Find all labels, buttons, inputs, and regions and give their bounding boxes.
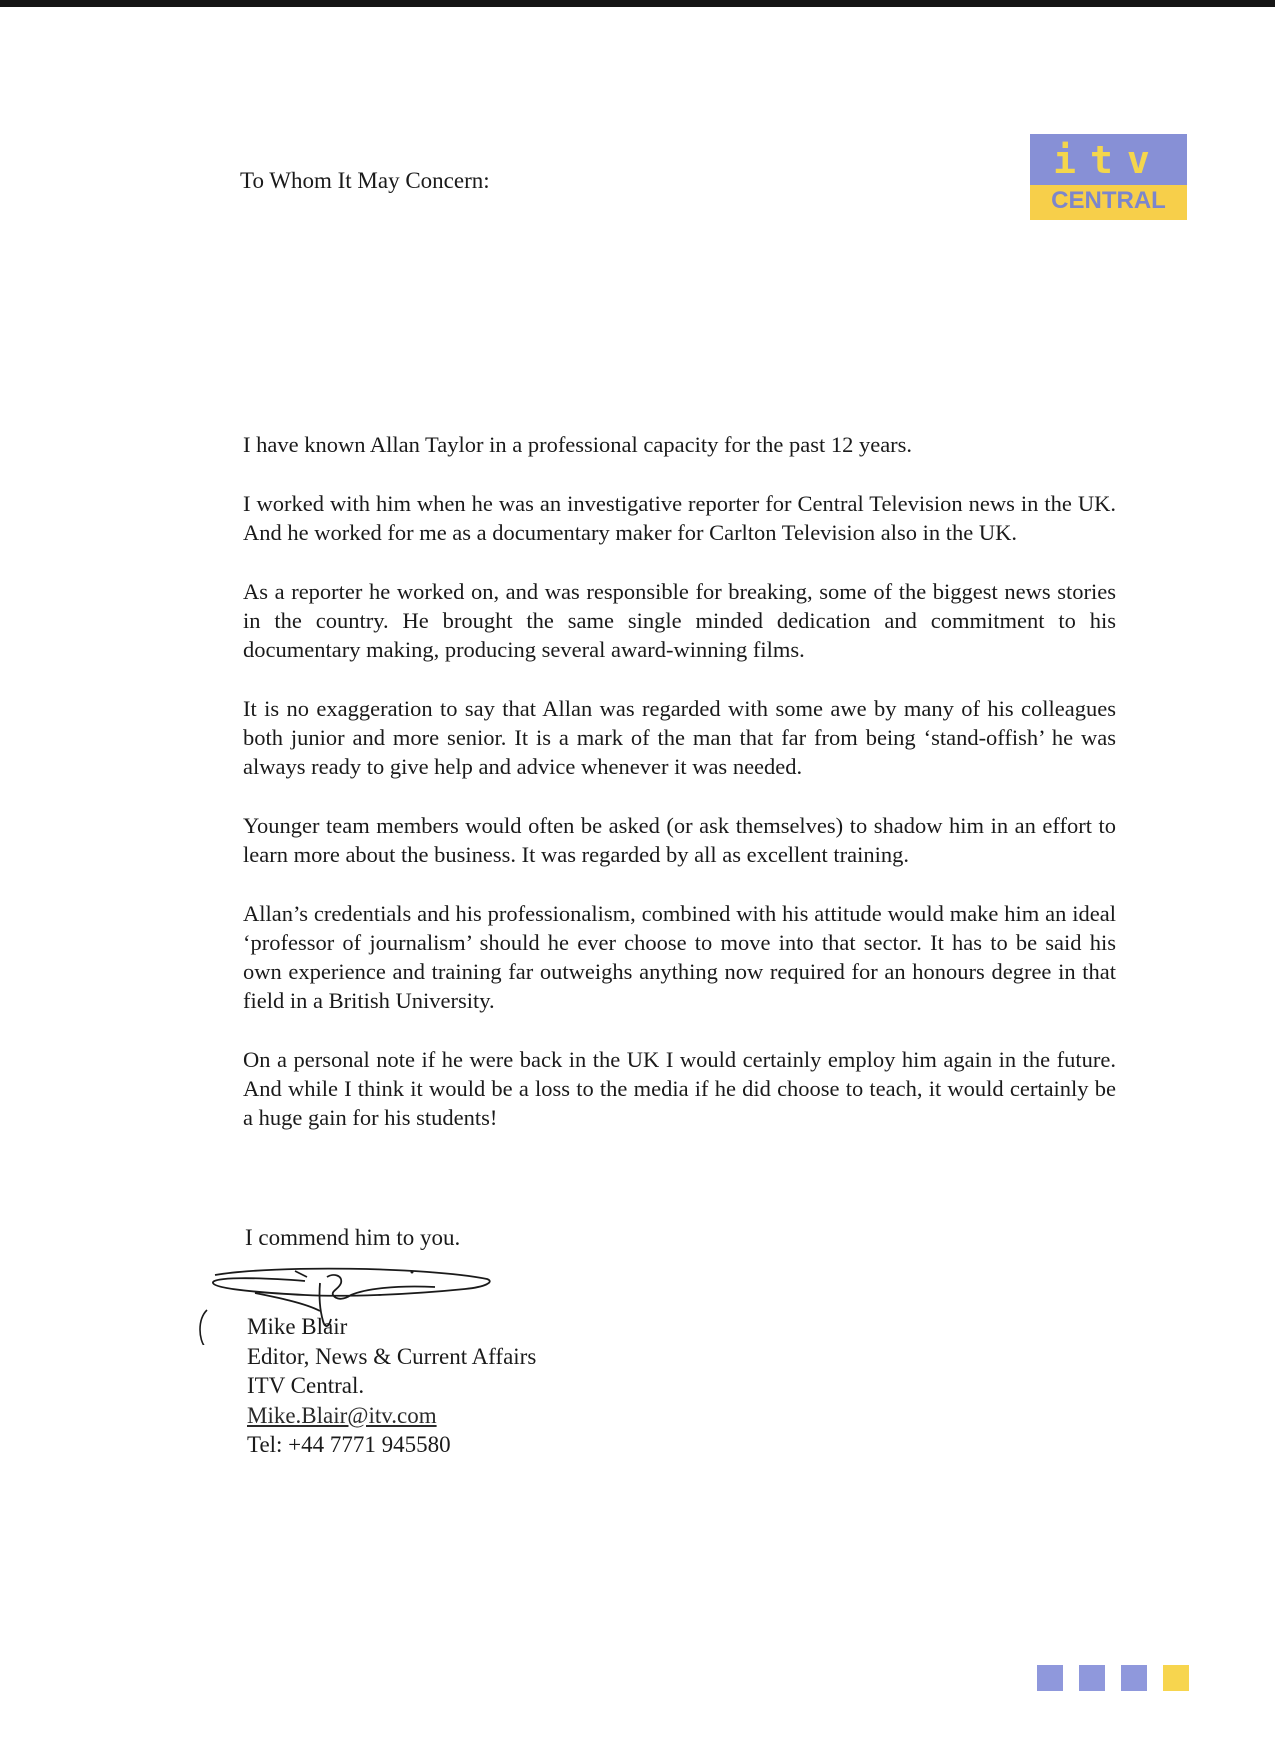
letter-body bbox=[243, 430, 1116, 1162]
footer-square-yellow bbox=[1163, 1665, 1189, 1691]
paragraph-1: I have known Allan Taylor in a professional capacity for the past 12 years. bbox=[243, 432, 913, 457]
footer-decoration bbox=[1037, 1665, 1189, 1691]
paragraph-3: As a reporter he worked on, and was responsible for breaking, some of the biggest news stories in the country. He brought the same single minded dedication and commitment to his documentary making, producing several award-winning films. bbox=[243, 579, 1116, 662]
footer-square-blue-1 bbox=[1037, 1665, 1063, 1691]
signatory-title: Editor, News & Current Affairs bbox=[247, 1343, 537, 1369]
signatory-phone: Tel: +44 7771 945580 bbox=[247, 1432, 451, 1457]
signatory-name: Mike Blair bbox=[247, 1314, 348, 1339]
logo-bottom-panel bbox=[1030, 185, 1187, 220]
paragraph-2: I worked with him when he was an investigative reporter for Central Television news in the UK. And he worked for me as a documentary maker for Carlton Television also in the UK. bbox=[243, 491, 1116, 545]
logo-top-panel bbox=[1030, 134, 1187, 185]
paragraph-6: Allan’s credentials and his professionalism, combined with his attitude would make him an ideal ‘professor of journalism’ should he ever choose to move into that sector. It has to be said his own experience and training far outweighs anything now required for an honours degree in that field in a British University. bbox=[243, 901, 1116, 1013]
salutation: To Whom It May Concern: bbox=[240, 168, 490, 193]
itv-central-logo bbox=[1030, 134, 1187, 220]
logo-wordmark: itv bbox=[1053, 138, 1164, 182]
logo-subtitle: CENTRAL bbox=[1051, 187, 1166, 214]
signatory-email[interactable]: Mike.Blair@itv.com bbox=[247, 1402, 437, 1428]
signatory-company: ITV Central. bbox=[247, 1373, 365, 1398]
top-edge-rule bbox=[0, 0, 1275, 7]
signature-block bbox=[247, 1312, 536, 1460]
paragraph-7: On a personal note if he were back in the UK I would certainly employ him again in the future. And while I think it would be a loss to the media if he did choose to teach, it would certainly be a huge gain for his students! bbox=[243, 1047, 1116, 1130]
closing-line: I commend him to you. bbox=[245, 1225, 461, 1250]
paragraph-4: It is no exaggeration to say that Allan was regarded with some awe by many of his colleagues both junior and more senior. It is a mark of the man that far from being ‘stand-offish’ he was always ready to give help and advice whenever it was needed. bbox=[243, 696, 1116, 779]
footer-square-blue-3 bbox=[1121, 1665, 1147, 1691]
footer-square-blue-2 bbox=[1079, 1665, 1105, 1691]
paragraph-5: Younger team members would often be asked (or ask themselves) to shadow him in an effort to learn more about the business. It was regarded by all as excellent training. bbox=[243, 813, 1116, 867]
